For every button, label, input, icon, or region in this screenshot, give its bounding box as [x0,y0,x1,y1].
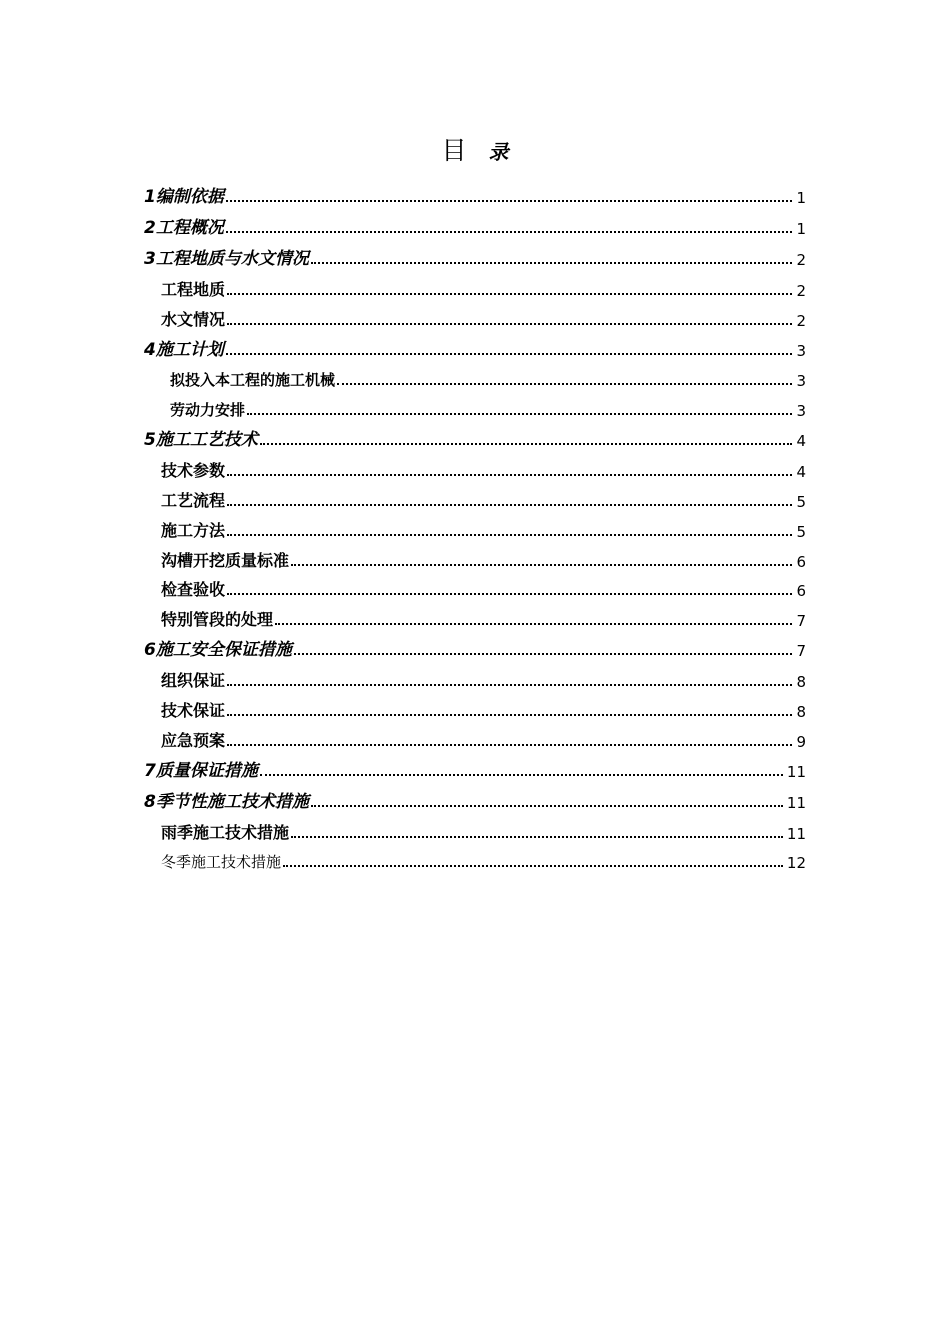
toc-entry-page: 12 [786,854,806,872]
toc-entry-label: 雨季施工技术措施 [161,823,290,842]
toc-entry-label: 4施工计划 [144,340,224,360]
toc-entry[interactable] [161,515,806,545]
toc-entry-label: 技术参数 [161,461,226,480]
toc-entry[interactable] [144,212,806,242]
dot-leader [227,473,792,476]
toc-title-part1: 目 [441,136,467,165]
toc-entry-label: 3工程地质与水文情况 [144,249,309,269]
toc-entry-label: 组织保证 [161,671,226,690]
toc-entry-page: 9 [796,733,806,751]
dot-leader [260,773,783,776]
dot-leader [311,804,783,807]
toc-entry-page: 5 [796,523,806,541]
toc-entry[interactable] [161,574,806,604]
toc-entry-label: 7质量保证措施 [144,761,258,781]
dot-leader [283,864,783,867]
toc-entry-page: 2 [796,312,806,330]
toc-entry-page: 7 [796,612,806,630]
toc-entry-label: 2工程概况 [144,218,224,238]
toc-entry[interactable] [144,755,806,785]
toc-entry[interactable] [161,695,806,725]
toc-entry[interactable] [144,786,806,816]
toc-entry-page: 6 [796,582,806,600]
toc-title [0,134,950,169]
toc-entry-label: 工艺流程 [161,491,226,510]
toc-entry[interactable] [161,545,806,575]
toc-entry-page: 3 [796,402,806,420]
toc-entry-label: 工程地质 [161,280,226,299]
dot-leader [227,533,792,536]
toc-entry[interactable] [161,604,806,634]
toc-entry[interactable] [170,364,806,394]
toc-entry-label: 劳动力安排 [170,401,246,419]
toc-entry-page: 11 [786,763,806,781]
toc-entry-label: 特别管段的处理 [161,610,274,629]
toc-entry[interactable] [161,455,806,485]
toc-entry-label: 拟投入本工程的施工机械 [170,371,336,389]
toc-entry[interactable] [144,181,806,211]
toc-entry-label: 6施工安全保证措施 [144,640,292,660]
dot-leader [227,713,792,716]
toc-entry-label: 检查验收 [161,580,226,599]
toc-entry-page: 1 [796,189,806,207]
dot-leader [227,683,792,686]
toc-entry-page: 4 [796,432,806,450]
dot-leader [227,322,792,325]
dot-leader [226,352,793,355]
dot-leader [311,261,793,264]
toc-entry-page: 2 [796,282,806,300]
toc-entry-label: 5施工工艺技术 [144,430,258,450]
toc-entry[interactable] [144,634,806,664]
toc-entry-page: 7 [796,642,806,660]
toc-entry[interactable] [161,846,806,876]
toc-entry-label: 沟槽开挖质量标准 [161,551,290,570]
dot-leader [227,292,792,295]
toc-entry-label: 水文情况 [161,310,226,329]
toc-entry[interactable] [144,424,806,454]
toc-entry-page: 8 [796,703,806,721]
dot-leader [294,652,793,655]
toc-entry-page: 4 [796,463,806,481]
toc-entry-page: 11 [786,794,806,812]
dot-leader [291,563,792,566]
toc-entry[interactable] [161,665,806,695]
dot-leader [226,230,793,233]
toc-entry-label: 1编制依据 [144,187,224,207]
toc-entry[interactable] [144,243,806,273]
toc-entry[interactable] [161,725,806,755]
toc-entry-page: 6 [796,553,806,571]
toc-entry[interactable] [161,485,806,515]
toc-entry-page: 8 [796,673,806,691]
toc-entry-page: 5 [796,493,806,511]
dot-leader [275,622,792,625]
toc-entry-label: 冬季施工技术措施 [161,853,282,871]
dot-leader [291,835,783,838]
toc-entry-page: 3 [796,372,806,390]
dot-leader [260,442,793,445]
dot-leader [226,199,793,202]
toc-entry-label: 8季节性施工技术措施 [144,792,309,812]
dot-leader [227,503,792,506]
dot-leader [227,743,792,746]
toc-title-part2: 录 [488,140,509,164]
toc-entry-label: 施工方法 [161,521,226,540]
toc-entry-label: 技术保证 [161,701,226,720]
toc-entry-label: 应急预案 [161,731,226,750]
toc-entry[interactable] [161,817,806,847]
dot-leader [247,412,792,415]
toc-entry[interactable] [161,304,806,334]
toc-entry[interactable] [170,394,806,424]
toc-entry-page: 1 [796,220,806,238]
toc-entry-page: 2 [796,251,806,269]
toc-entry-page: 11 [786,825,806,843]
toc-entry-page: 3 [796,342,806,360]
dot-leader [227,592,792,595]
toc-entry[interactable] [144,334,806,364]
toc-entry[interactable] [161,274,806,304]
dot-leader [337,382,792,385]
